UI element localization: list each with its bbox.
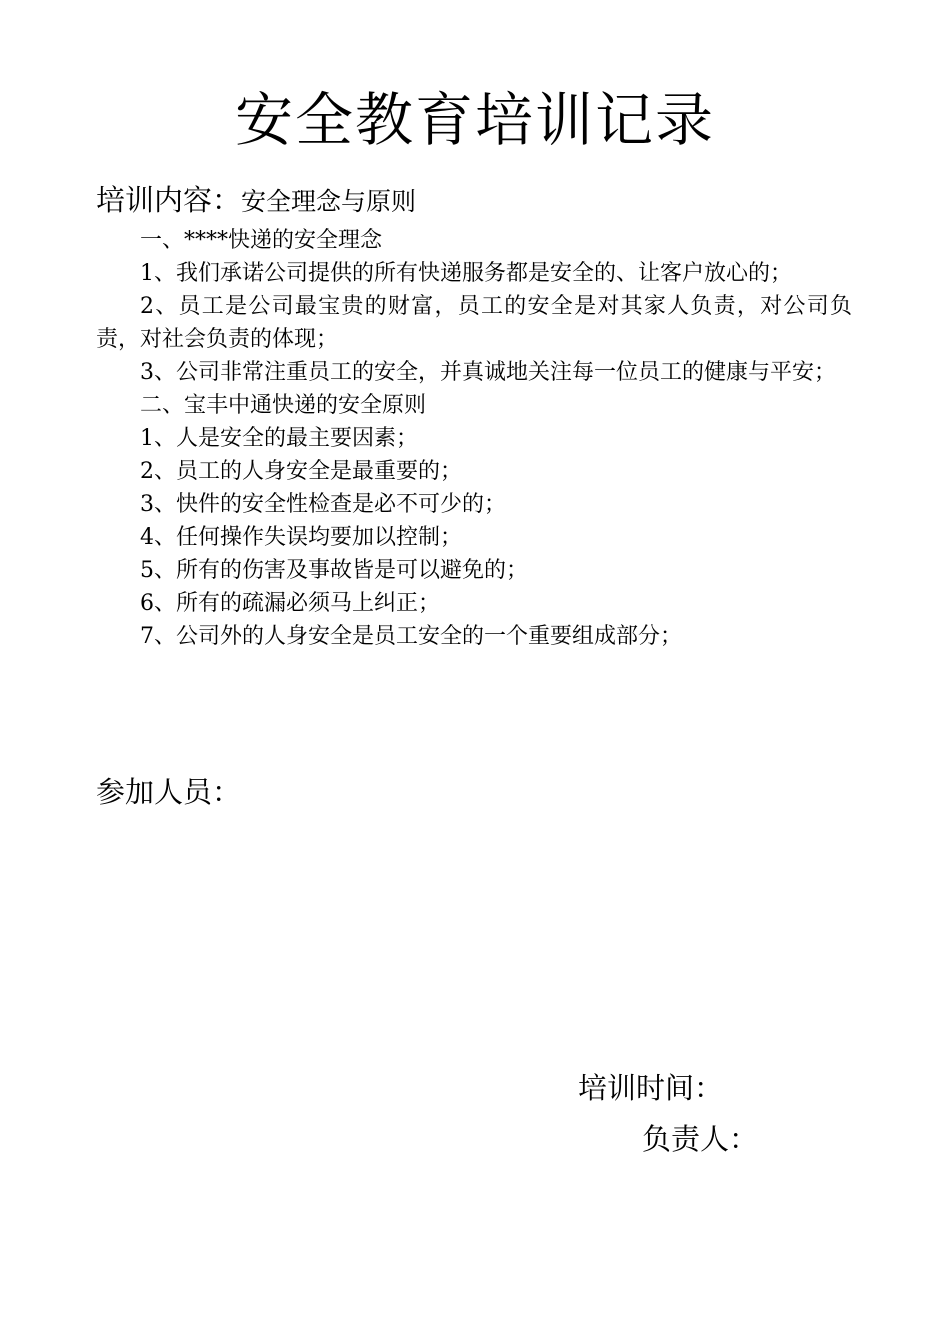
principle-item-4: 4、任何操作失误均要加以控制； [140,525,462,550]
principle-item-6: 6、所有的疏漏必须马上纠正； [140,591,440,616]
principle-item-5: 5、所有的伤害及事故皆是可以避免的； [140,558,528,583]
section-heading-philosophy: 一、****快递的安全理念 [140,228,383,253]
principle-item-3: 3、快件的安全性检查是必不可少的； [140,492,506,517]
training-content-topic: 安全理念与原则 [241,187,417,216]
participants-label: 参加人员： [96,775,242,809]
page-title: 安全教育培训记录 [234,86,715,154]
principle-item-7: 7、公司外的人身安全是员工安全的一个重要组成部分； [140,624,682,649]
owner-label: 负责人： [642,1122,759,1156]
training-content-heading [96,180,416,222]
training-content-body [96,224,852,653]
training-time-label: 培训时间： [578,1071,724,1105]
section-heading-principles: 二、宝丰中通快递的安全原则 [140,393,427,418]
training-content-label: 培训内容： [96,183,242,217]
philosophy-item-2: 2、员工是公司最宝贵的财富，员工的安全是对其家人负责，对公司负责，对社会负责的体现； [96,294,852,352]
philosophy-item-3: 3、公司非常注重员工的安全，并真诚地关注每一位员工的健康与平安； [140,360,836,385]
philosophy-item-1: 1、我们承诺公司提供的所有快递服务都是安全的、让客户放心的； [140,261,792,286]
principle-item-1: 1、人是安全的最主要因素； [140,426,418,451]
principle-item-2: 2、员工的人身安全是最重要的； [140,459,462,484]
